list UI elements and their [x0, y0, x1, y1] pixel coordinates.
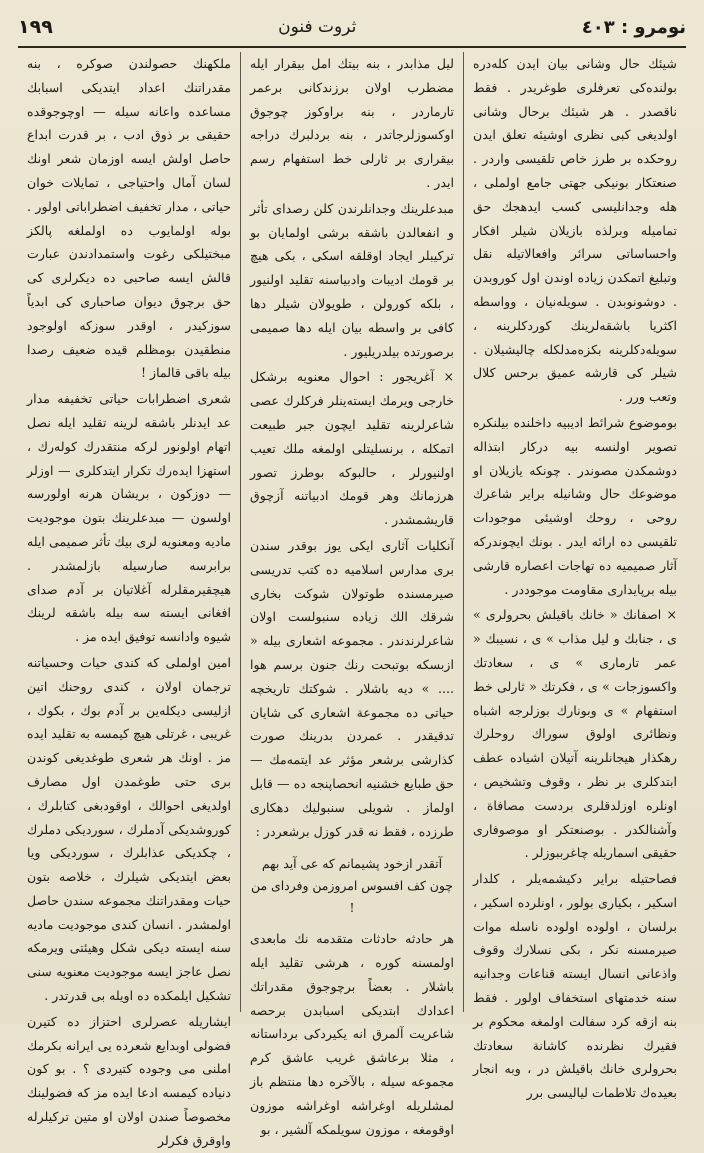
verse-couplet [250, 853, 454, 919]
paragraph: امين اولملى كه كندى حيات وحسياتنه ترجمان اولان ، كندى روحنك اتين ازليسى ديكلەين بر آدم بوك ، بكوك ، غريبى ، غرتلى هيچ كيمسه به تقليد ايده مز . اونك هر شعرى طوغديغى كوندن برى حتى طوغمدن اول مصارف اولديغى احوالك ، اوقودبغى كتابلرك ، كوروشديكى آدملرك ، سورديكى دملرك ، چكديكى عذابلرك ، سورديكى ويا بعض ايتديكى شيلرك ، خلاصه بتون حيات ومقدراتنك مجموعه سندن حاصل اولمشدر . انسان كندى موجوديت ماديه سنه ايسته ديكى شكل وهيئتى ويرمكه نصل عاجز ايسه موجوديت معنويه سنى تشكيل ايلمكده ده اويله بى قدرتدر . [27, 654, 231, 1004]
verse-line: آتقدر ازخود پشيمانم كه عى آيد بهم [261, 856, 443, 872]
header-rule [18, 46, 686, 48]
column-right [464, 52, 686, 1101]
paragraph: فصاحتيله براير دكيشمەيلر ، كلدار اسكير ، بكيارى بولور ، اونلرده اسكير ، برلسان ، اولوده اولوده ناسله موات صيرمسنه نكر ، بكى نسلارك وقوف واذعانى انسال ايسته قناعات وجدانيه سنه خدمتهاى استخفاف اولور . فقط بنه ازقه كرد سفالت اولمغه محكوم بر فقيرك نظرنده كاشانة سعادتك بحرولرى خانك باقيلش در ، وبه انجار بعيدەك تلاطمات لياليسى برر [473, 871, 677, 1101]
paragraph: بوموضوع شرائط اديبيه داخلنده بيلنكره تصوير اولنسه بيه دركار ابتذاله دوشمكدن مصوندر . چونكه يازيلان او موضوعك حال وشانيله براير شاعرك روحى ، روحك اوشيئى موجودات تلقيسى ده ارائه ايدر . بونك ايچوندركه آثار صميميه ده تهاجات اعصاره قارشى بيله برپايدارى مقاومت موجوددر . [473, 414, 677, 597]
paragraph: × آغريجور : احوال معنويه برشكل خارجى ويرمك ايستەينلر فركلرك عصى شاعرلرينه تقليد ايچون جبر طبيعت اتمكله ، برنسليتلى اولمغه ملك تعيب اولنيورلر ، حالبوكه بوطرز تصور هرزمانك وهر قومك ادبياتنه آزچوق قاريشمشدر . [250, 369, 454, 528]
column-left [18, 52, 241, 1148]
column-middle [241, 52, 464, 1137]
issue-number: نومرو : ٤٠٣ [581, 16, 686, 38]
paragraph: ليل مذابدر ، بنه بيتك امل بيقرار ايله مضطرب اولان برزندكانى برعمر تارماردر ، بنه براوكوز چوجوق اوكسوزلرجاتدر ، بنه بردلبرك دراجه بيقرارى بر ثارلى خط استفهام رسم ايدر . [250, 56, 454, 190]
paragraph: ملكهنك حصولندن صوكره ، بنه مقدراتنك اعداد ايتديكى اسبابك مساعده واعانه سيله — اوچوجوقده حقيقى بر ذوق ادب ، بر قدرت ابداع حاصل اولش ايسه اوزمان شعر اونك لسان آمال واحتياجى ، تمايلات خوان حياتى ، مدار تخفيف اضطراباتى اولور . بوله اولمايوب ده اولملغه پالكز مبختيلكى رغوت واستمدادندن عبارت قالش ايسه صاحبى ده ديكرلرى كى حق برچوق دیوان صاحبارى كى ابدياً سوزكيدر ، اوقدر سوزكه اولوجود منطقيدن بومظلم قيده ضعيف رصدا بيله باقى قالماز ! [27, 56, 231, 381]
paragraph: هر حادثه حادثات متقدمه نك مابعدى اولمسنه كوره ، هرشى تقليد ايله باشلار . بعضاً برچوجوق مقدراتك اعدادك ابتديكى اسبابدن برحصه شاعريت آلمرق انه يكيردكى برداستانه ، مثلا برعاشق غريب عاشق كرم مجموعه سيله ، بالآخره دها منتظم باز لمشلريله اوغراشه اوغراشه موزون اوقومغه ، موزون سويلمكه آلشير ، بو [250, 931, 454, 1137]
journal-title: ثروت فنون [278, 17, 357, 37]
paragraph: × اصفانك « خانك باقيلش بحرولرى » ى ، جنابك و ليل مذاب » ى ، نسيبك « عمر تارمارى » ى ، سعادتك واكسوزجات » ى ، فكرتك « ثارلى خط استفهام » ى وبونارك بوزلرجه اشباه ونظائرى اولوق سوراك روحلرك رهكذار هيجانلرينه آتيلان اشياده عطف ابتدكلرى بر نظر ، وقوف وتشخيص ، اونلره اوزلدقلرى بردست مصافاة ، وآشنالكدر . بوصنعتكر او موصوفارى حقيقى اسماريله چاغرببوزلر . [473, 607, 677, 861]
paragraph: شعرى اضطرابات حياتى تخفيفه مدار عد ايدنلر باشقه لرينه تقليد ايله نصل اتهام اولونور لركه منتقدرك كولەرك ، استهزا ايدەرك تكرار ايتدكلرى — اوزلر — دوزكون ، بريشان هرنه اولورسه اولسون — مبدعلرينك بتون موجوديت ماديه ومعنويه لرى بيك تأثر صميمى ايله برابرسه صارسيله بازلمشدر . هيچقيرمقلرله آغلاتيان بر آدم صداى افغانى ايسته سه بيله باشقه لرينك شيوه وادانسه توفيق ايده مز . [27, 391, 231, 645]
paragraph: ايشاريله عصرلرى احتزاز ده كتيرن فضولى اوبدايع شعرده يى ايرانه بكرمك املنى مى وجوده كتيردى ؟ . بو كون دنيادە كيمسه ادعا ايده مز كه فضولينك مخصوصاً صندن اولان او متين تركيلرله واوقرق فكرلر [27, 1013, 231, 1148]
page-header [18, 10, 686, 44]
paragraph: شیئك حال وشانى بيان ايدن كلەدرە بولندەكى تعرفلرى طوغريدر . فقط ناقصدر . هر شیئك برحال وشانى اولديغى كبى نظرى اوشيئه تعلق ايدن روحكده بر طرز خاص تلقیسی واردر . صنعتكار بونيكى جهتى جامع اولملى ، هله وجدانليسى كسب ايدهجك حق تماميله وبرلذه بازيلان شيلر افكار واحساساتى سرائر وافعالاتيله نقل وتبليغ اتمكدن زياده اوندن اول كوروبدن . دوشونوبدن . سويلەنيان ، وواسطه اكثريا باشقەلرينك كوردكلرينه ، سويلەدكلرينه بكزەمدلكله چاليشيلان . شيلر كى قارشه عميق برحس كلال وتعب ورر . [473, 56, 677, 405]
page-number: ۱۹۹ [18, 16, 53, 38]
text-columns [18, 52, 686, 1148]
verse-line: چون كف افسوس امروزمن وفرداى من ! [251, 878, 453, 916]
paragraph: آنكليات آثارى ايكى يوز بوقدر سندن برى مدارس اسلاميه ده كتب تدريسى صيرمسنده طوتولان شوكت بخارى شرقك الك زياده سنبولست اولان شاعرلرندندر . مجموعه اشعارى بيله « ازبسكه بوتبحت رنك جنون برسم هوا .... » ديه باشلار . شوكتك تاريخچه حياتى ده مجموعة اشعارى كى شايان تدقيقدر . عمردن بدرينك صورت كذارشى برشعر مؤثر عد ايتمەمك — حق طبايع خشنيه انحصاپنجه ده — قابل اولماز . شويلى سنبوليك دهكارى طرزده ، فقط نه قدر كوزل برشعردر : [250, 537, 454, 839]
paragraph: مبدعلرينك وجدانلرندن كلن رصداى تأثر و انفعالدن باشقه برشى اولمايان بو تركيبلر ايجاد اوقلقه اسكى ، بكى هيچ بر قومك اديبات وادبياسنه تقليد اولنيور ، بلكه كورولن ، طويولان شيلر دها كافى بر واسطه بيان ايله دها صميمى برصورتده بيلدريليور . [250, 200, 454, 359]
